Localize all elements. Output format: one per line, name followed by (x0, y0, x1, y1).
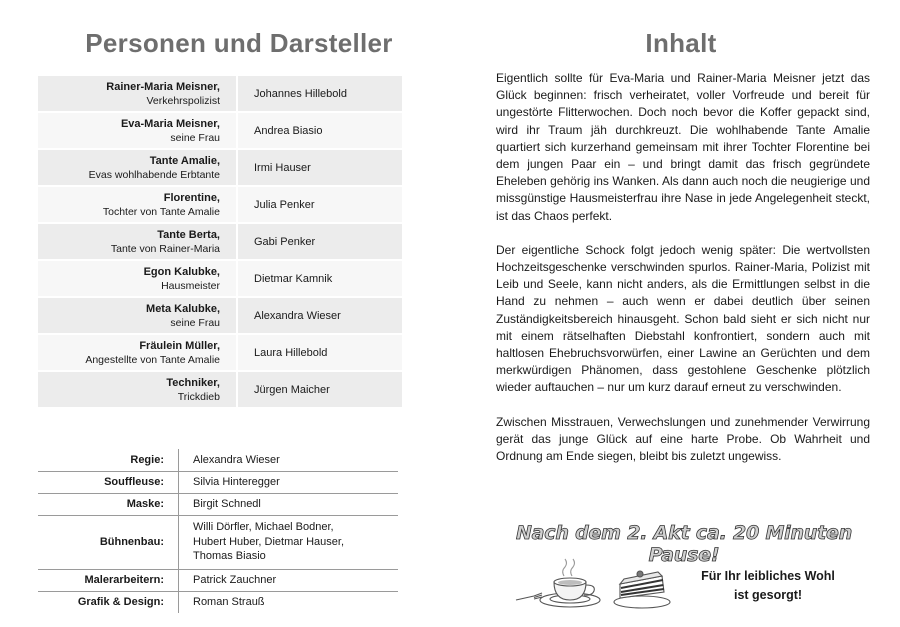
crew-person: Patrick Zauchner (193, 573, 277, 586)
crew-row (38, 591, 398, 613)
role-name: Eva-Maria Meisner, (120, 117, 220, 130)
role-name: Rainer-Maria Meisner, (106, 80, 220, 93)
cast-row (38, 334, 402, 371)
crew-table (38, 449, 398, 613)
role-description: Angestellte von Tante Amalie (85, 353, 220, 366)
plot-summary (496, 70, 870, 482)
role-name: Meta Kalubke, (146, 302, 220, 315)
crew-person: Alexandra Wieser (193, 453, 280, 466)
cast-row (38, 371, 402, 408)
cast-row (38, 149, 402, 186)
role-description: Tochter von Tante Amalie (102, 205, 220, 218)
role-description: Hausmeister (161, 279, 220, 292)
crew-row (38, 493, 398, 515)
cast-heading: Personen und Darsteller (85, 28, 393, 58)
actor-name: Jürgen Maicher (237, 371, 402, 408)
role-description: seine Frau (170, 131, 220, 144)
crew-row (38, 449, 398, 471)
catering-line: ist gesorgt! (733, 588, 803, 602)
coffee-and-cake-illustration (512, 556, 676, 612)
plot-paragraph: Zwischen Misstrauen, Verwechslungen und zunehmender Verwirrung gerät das junge Glück auf eine harte Probe. Ob Wahrheit und Ordnung am Ende siegen, bleibt bis zuletzt ungewiss. (496, 414, 870, 464)
role-name: Techniker, (166, 376, 220, 389)
role-name: Fräulein Müller, (139, 339, 220, 352)
crew-function: Regie: (38, 449, 179, 471)
crew-person: Birgit Schnedl (193, 497, 261, 510)
catering-line: Für Ihr leibliches Wohl (701, 569, 835, 583)
crew-person: Silvia Hinteregger (193, 475, 280, 488)
role-name: Florentine, (163, 191, 220, 204)
crew-function: Malerarbeitern: (38, 569, 179, 591)
role-description: seine Frau (170, 316, 220, 329)
actor-name: Andrea Biasio (237, 112, 402, 149)
plot-paragraph: Der eigentliche Schock folgt jedoch wenig später: Die wertvollsten Hochzeitsgeschenke verschwinden spurlos. Rainer-Maria, Polizist mit Leib und Seele, kann nicht anders, als die Ermittlungen selbst in die Hand zu nehmen – auch wenn er dabei deutlich über seinen Zuständigkeitsbereich hinausgeht. Schon bald sieht er sich nicht nur mit einem rätselhaften Diebstahl konfrontiert, sondern auch mit haltlosen Ehebruchsvorwürfen, einer Lawine an Gerüchten und dem merkwürdigen Phänomen, dass gestohlene Geschenke plötzlich wieder auftauchen – nur um kurz darauf erneut zu verschwinden. (496, 242, 870, 395)
actor-name: Alexandra Wieser (237, 297, 402, 334)
plot-paragraph: Eigentlich sollte für Eva-Maria und Rainer-Maria Meisner jetzt das Glück beginnen: frisch verheiratet, voller Vorfreude und bereit für ungestörte Flitterwochen. Doch noch bevor die Koffer gepackt sind, wird ihr Traum jäh durchkreuzt. Die wohlhabende Tante Amalie quartiert sich kurzerhand gemeinsam mit ihrer Tochter Florentine bei dem jungen Paar ein – und bringt damit das frisch gegründete Eheleben gehörig ins Wanken. Als dann auch noch die neugierige und missgünstige Hausmeisterfrau ihre Nase in jede Angelegenheit steckt, ist das Chaos perfekt. (496, 71, 870, 223)
role-description: Evas wohlhabende Erbtante (88, 168, 220, 181)
role-name: Tante Berta, (157, 228, 220, 241)
intermission-notice: Nach dem 2. Akt ca. 20 Minuten Pause! (515, 522, 853, 566)
role-name: Tante Amalie, (149, 154, 220, 167)
actor-name: Irmi Hauser (237, 149, 402, 186)
actor-name: Gabi Penker (237, 223, 402, 260)
cast-row (38, 76, 402, 112)
actor-name: Laura Hillebold (237, 334, 402, 371)
crew-row (38, 515, 398, 569)
actor-name: Julia Penker (237, 186, 402, 223)
role-description: Trickdieb (177, 390, 220, 403)
cast-table (38, 76, 402, 409)
crew-function: Grafik & Design: (38, 591, 179, 613)
crew-row (38, 471, 398, 493)
crew-function: Souffleuse: (38, 471, 179, 493)
cast-row (38, 186, 402, 223)
crew-person: Willi Dörfler, Michael Bodner, (193, 521, 334, 534)
role-description: Verkehrspolizist (146, 94, 220, 107)
crew-function: Bühnenbau: (38, 515, 179, 569)
actor-name: Johannes Hillebold (237, 76, 402, 112)
crew-person: Thomas Biasio (193, 550, 266, 563)
crew-person: Hubert Huber, Dietmar Hauser, (193, 535, 345, 548)
role-name: Egon Kalubke, (143, 265, 220, 278)
cast-row (38, 112, 402, 149)
catering-notice (680, 567, 856, 605)
role-description: Tante von Rainer-Maria (110, 242, 220, 255)
cast-row (38, 260, 402, 297)
crew-person: Roman Strauß (193, 596, 265, 608)
crew-function: Maske: (38, 493, 179, 515)
cast-row (38, 223, 402, 260)
cast-row (38, 297, 402, 334)
actor-name: Dietmar Kamnik (237, 260, 402, 297)
content-heading: Inhalt (645, 28, 717, 58)
crew-row (38, 569, 398, 591)
